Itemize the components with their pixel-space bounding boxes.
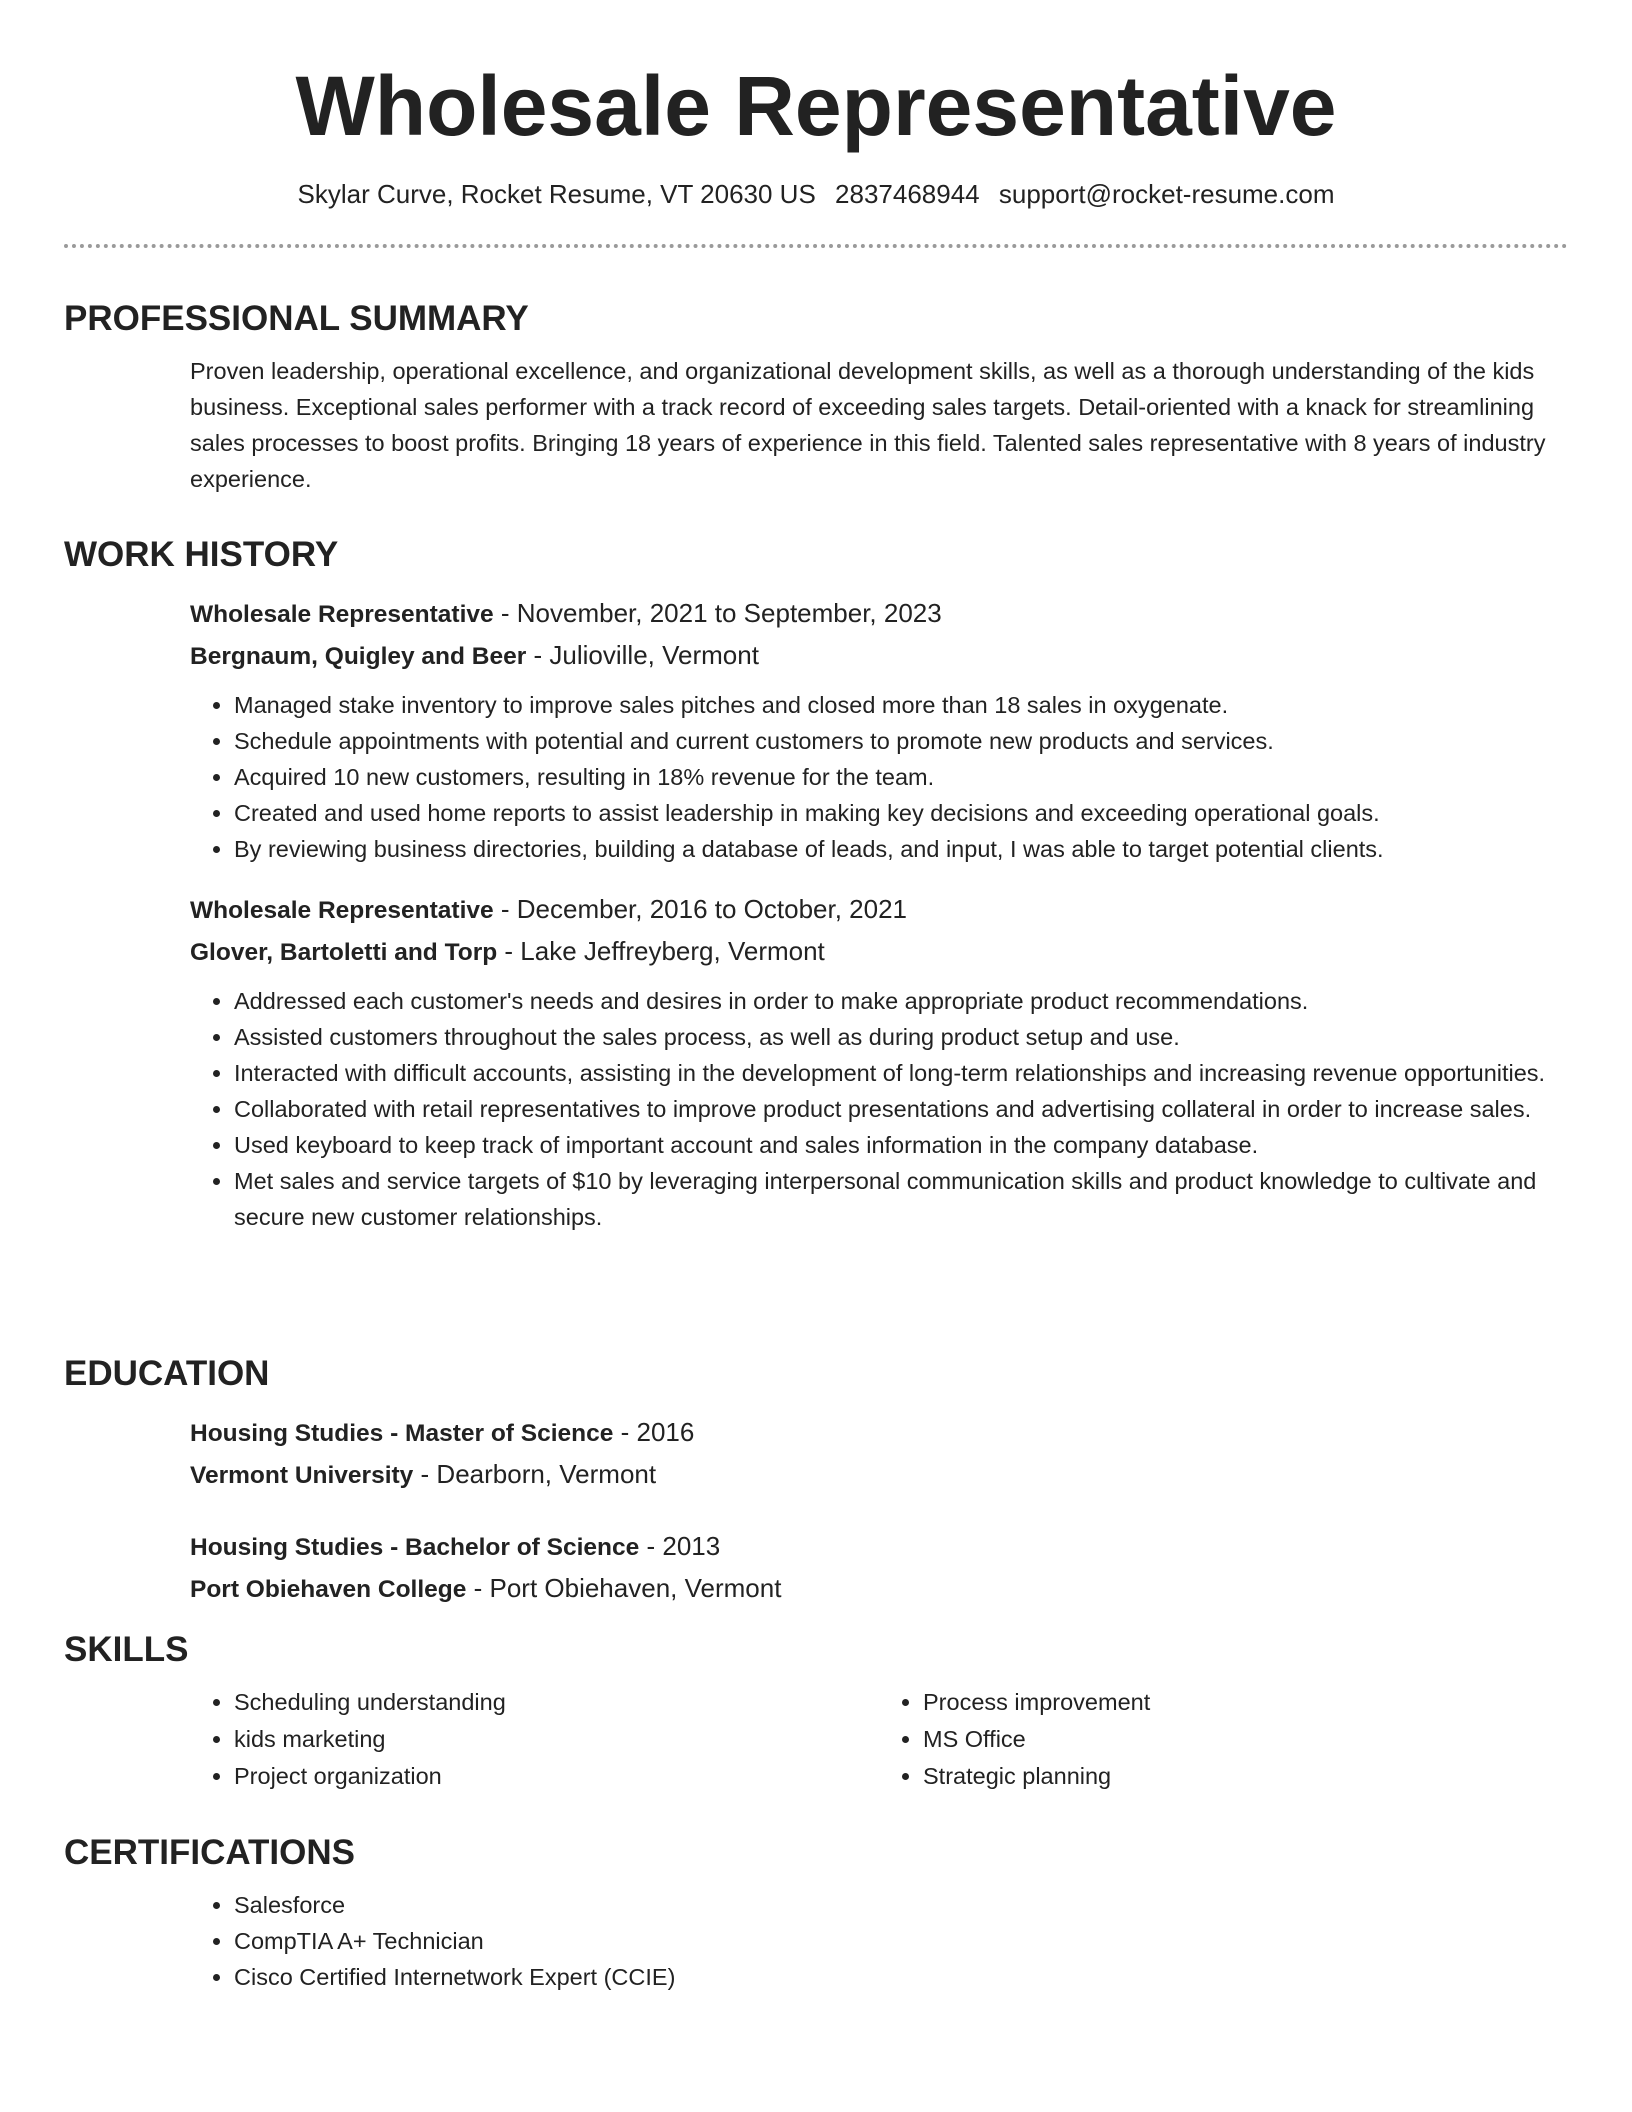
page-title: Wholesale Representative	[295, 59, 1337, 153]
list-item: • Interacted with difficult accounts, assisting in the development of long-term relationships and increasing revenue opportunities.	[234, 1055, 1568, 1091]
degree: Housing Studies - Bachelor of Science	[190, 1534, 640, 1561]
contact-email: support@rocket-resume.com	[998, 179, 1335, 209]
school-location: - Dearborn, Vermont	[413, 1459, 657, 1489]
job-bullets	[190, 687, 1568, 867]
degree-line	[190, 1526, 1568, 1568]
education-section	[64, 1352, 1568, 1610]
contact-phone: 2837468944	[835, 179, 980, 209]
list-item: • By reviewing business directories, building a database of leads, and input, I was able to target potential clients.	[234, 831, 1568, 867]
list-item: • CompTIA A+ Technician	[234, 1923, 1568, 1959]
list-item: • Cisco Certified Internetwork Expert (CCIE)	[234, 1959, 1568, 1995]
skills-section	[64, 1628, 1568, 1795]
list-item: • MS Office	[923, 1721, 1568, 1758]
degree-line	[190, 1412, 1568, 1454]
job-entry	[190, 593, 1568, 867]
list-item: • Acquired 10 new customers, resulting in 18% revenue for the team.	[234, 759, 1568, 795]
list-item: • Met sales and service targets of $10 by leveraging interpersonal communication skills and product knowledge to cultivate and secure new customer relationships.	[234, 1163, 1568, 1235]
education-entry	[190, 1526, 1568, 1610]
list-item: • kids marketing	[234, 1721, 879, 1758]
certifications-section	[64, 1831, 1568, 1995]
education-entry	[190, 1412, 1568, 1496]
school: Port Obiehaven College	[190, 1576, 467, 1603]
job-title: Wholesale Representative	[190, 897, 494, 924]
school-location: - Port Obiehaven, Vermont	[466, 1573, 782, 1603]
school-line	[190, 1454, 1568, 1496]
list-item: • Addressed each customer's needs and desires in order to make appropriate product recommendations.	[234, 983, 1568, 1019]
job-dates: - November, 2021 to September, 2023	[493, 598, 942, 628]
job-location: - Lake Jeffreyberg, Vermont	[497, 936, 825, 966]
contact-line	[64, 178, 1568, 210]
list-item: • Scheduling understanding	[234, 1684, 879, 1721]
summary-text: Proven leadership, operational excellence, and organizational development skills, as well as a thorough understanding of the kids business. Exceptional sales performer with a track record of exceeding sales targets. Detail-oriented with a knack for streamlining sales processes to boost profits. Bringing 18 years of experience in this field. Talented sales representative with 8 years of industry experience.	[190, 358, 1546, 492]
job-company: Bergnaum, Quigley and Beer	[190, 643, 527, 670]
list-item: • Strategic planning	[923, 1758, 1568, 1795]
list-item: • Collaborated with retail representatives to improve product presentations and advertising collateral in order to increase sales.	[234, 1091, 1568, 1127]
job-dates: - December, 2016 to October, 2021	[493, 894, 908, 924]
list-item: • Schedule appointments with potential and current customers to promote new products and services.	[234, 723, 1568, 759]
certifications-list	[190, 1887, 1568, 1995]
job-title-line	[190, 593, 1568, 635]
list-item: • Created and used home reports to assist leadership in making key decisions and exceeding operational goals.	[234, 795, 1568, 831]
work-history-section	[64, 533, 1568, 1235]
skills-list-left	[190, 1684, 879, 1795]
summary-section	[64, 297, 1568, 497]
list-item: • Salesforce	[234, 1887, 1568, 1923]
job-title: Wholesale Representative	[190, 601, 494, 628]
school-line	[190, 1568, 1568, 1610]
school: Vermont University	[190, 1462, 414, 1489]
list-item: • Project organization	[234, 1758, 879, 1795]
job-company-line	[190, 635, 1568, 677]
job-bullets	[190, 983, 1568, 1235]
resume-header	[64, 0, 1568, 248]
job-entry	[190, 889, 1568, 1235]
skills-grid	[190, 1672, 1568, 1795]
list-item: • Managed stake inventory to improve sales pitches and closed more than 18 sales in oxygenate.	[234, 687, 1568, 723]
certifications-heading: CERTIFICATIONS	[64, 1833, 356, 1872]
skills-heading: SKILLS	[64, 1630, 189, 1669]
summary-heading: PROFESSIONAL SUMMARY	[64, 299, 529, 338]
contact-address: Skylar Curve, Rocket Resume, VT 20630 US	[297, 179, 816, 209]
work-history-heading: WORK HISTORY	[64, 535, 339, 574]
list-item: • Process improvement	[923, 1684, 1568, 1721]
header-divider	[64, 244, 1568, 248]
job-title-line	[190, 889, 1568, 931]
job-company: Glover, Bartoletti and Torp	[190, 939, 498, 966]
job-location: - Julioville, Vermont	[526, 640, 759, 670]
education-heading: EDUCATION	[64, 1354, 270, 1393]
skills-list-right	[879, 1684, 1568, 1795]
degree-year: - 2016	[613, 1417, 695, 1447]
list-item: • Assisted customers throughout the sales process, as well as during product setup and use.	[234, 1019, 1568, 1055]
degree-year: - 2013	[639, 1531, 721, 1561]
degree: Housing Studies - Master of Science	[190, 1420, 614, 1447]
job-company-line	[190, 931, 1568, 973]
list-item: • Used keyboard to keep track of important account and sales information in the company database.	[234, 1127, 1568, 1163]
